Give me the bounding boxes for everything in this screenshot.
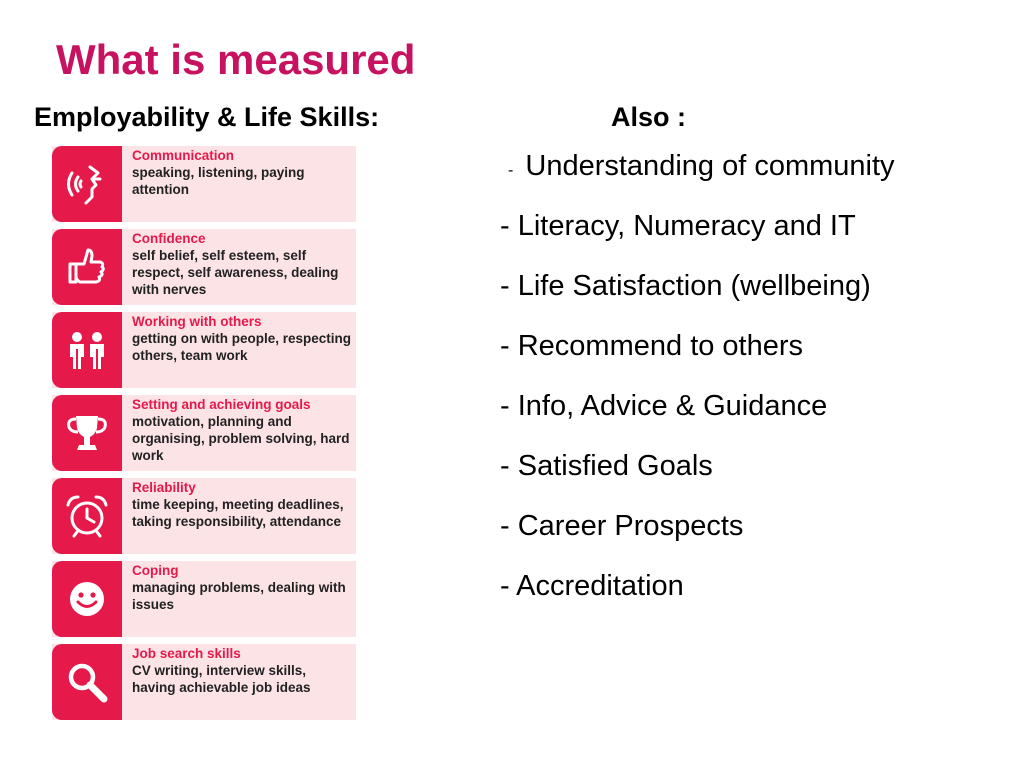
also-heading: Also : [611, 102, 687, 132]
also-item: - Understanding of community [500, 146, 1000, 206]
also-item: - Literacy, Numeracy and IT [500, 206, 1000, 266]
also-item: - Accreditation [500, 566, 1000, 626]
skill-description: self belief, self esteem, self respect, self awareness, dealing with nerves [132, 248, 339, 297]
alarm-clock-icon [52, 478, 122, 554]
skill-name: Job search skills [132, 646, 241, 661]
also-item: - Life Satisfaction (wellbeing) [500, 266, 1000, 326]
skill-name: Setting and achieving goals [132, 397, 311, 412]
bullet-dash: - [500, 450, 510, 482]
skill-description: time keeping, meeting deadlines, taking responsibility, attendance [132, 497, 344, 529]
also-item: - Satisfied Goals [500, 446, 1000, 506]
also-list [500, 146, 1000, 626]
also-item: - Recommend to others [500, 326, 1000, 386]
skill-description: CV writing, interview skills, having achievable job ideas [132, 663, 311, 695]
bullet-dash: - [500, 510, 510, 542]
skill-confidence [52, 229, 356, 305]
skill-name: Confidence [132, 231, 206, 246]
skill-description: getting on with people, respecting others, team work [132, 331, 352, 363]
bullet-dash: - [500, 210, 510, 242]
skill-name: Working with others [132, 314, 262, 329]
page-title: What is measured [56, 36, 416, 83]
smiley-face-icon [52, 561, 122, 637]
also-item: - Info, Advice & Guidance [500, 386, 1000, 446]
skill-coping [52, 561, 356, 637]
speaking-head-icon [52, 146, 122, 222]
trophy-icon [52, 395, 122, 471]
skills-heading: Employability & Life Skills: [34, 102, 380, 132]
skill-name: Reliability [132, 480, 196, 495]
skills-list [52, 146, 356, 727]
bullet-dash: - [500, 330, 510, 362]
skill-job-search [52, 644, 356, 720]
skill-description: motivation, planning and organising, problem solving, hard work [132, 414, 350, 463]
skill-setting-goals [52, 395, 356, 471]
bullet-dash: - [500, 570, 510, 602]
skill-description: speaking, listening, paying attention [132, 165, 305, 197]
magnifier-icon [52, 644, 122, 720]
people-icon [52, 312, 122, 388]
skill-communication [52, 146, 356, 222]
skill-description: managing problems, dealing with issues [132, 580, 346, 612]
thumbs-up-icon [52, 229, 122, 305]
skill-name: Coping [132, 563, 179, 578]
bullet-dash: - [508, 162, 514, 179]
skill-working-with-others [52, 312, 356, 388]
skill-reliability [52, 478, 356, 554]
also-item: - Career Prospects [500, 506, 1000, 566]
bullet-dash: - [500, 390, 510, 422]
bullet-dash: - [500, 270, 510, 302]
skill-name: Communication [132, 148, 235, 163]
